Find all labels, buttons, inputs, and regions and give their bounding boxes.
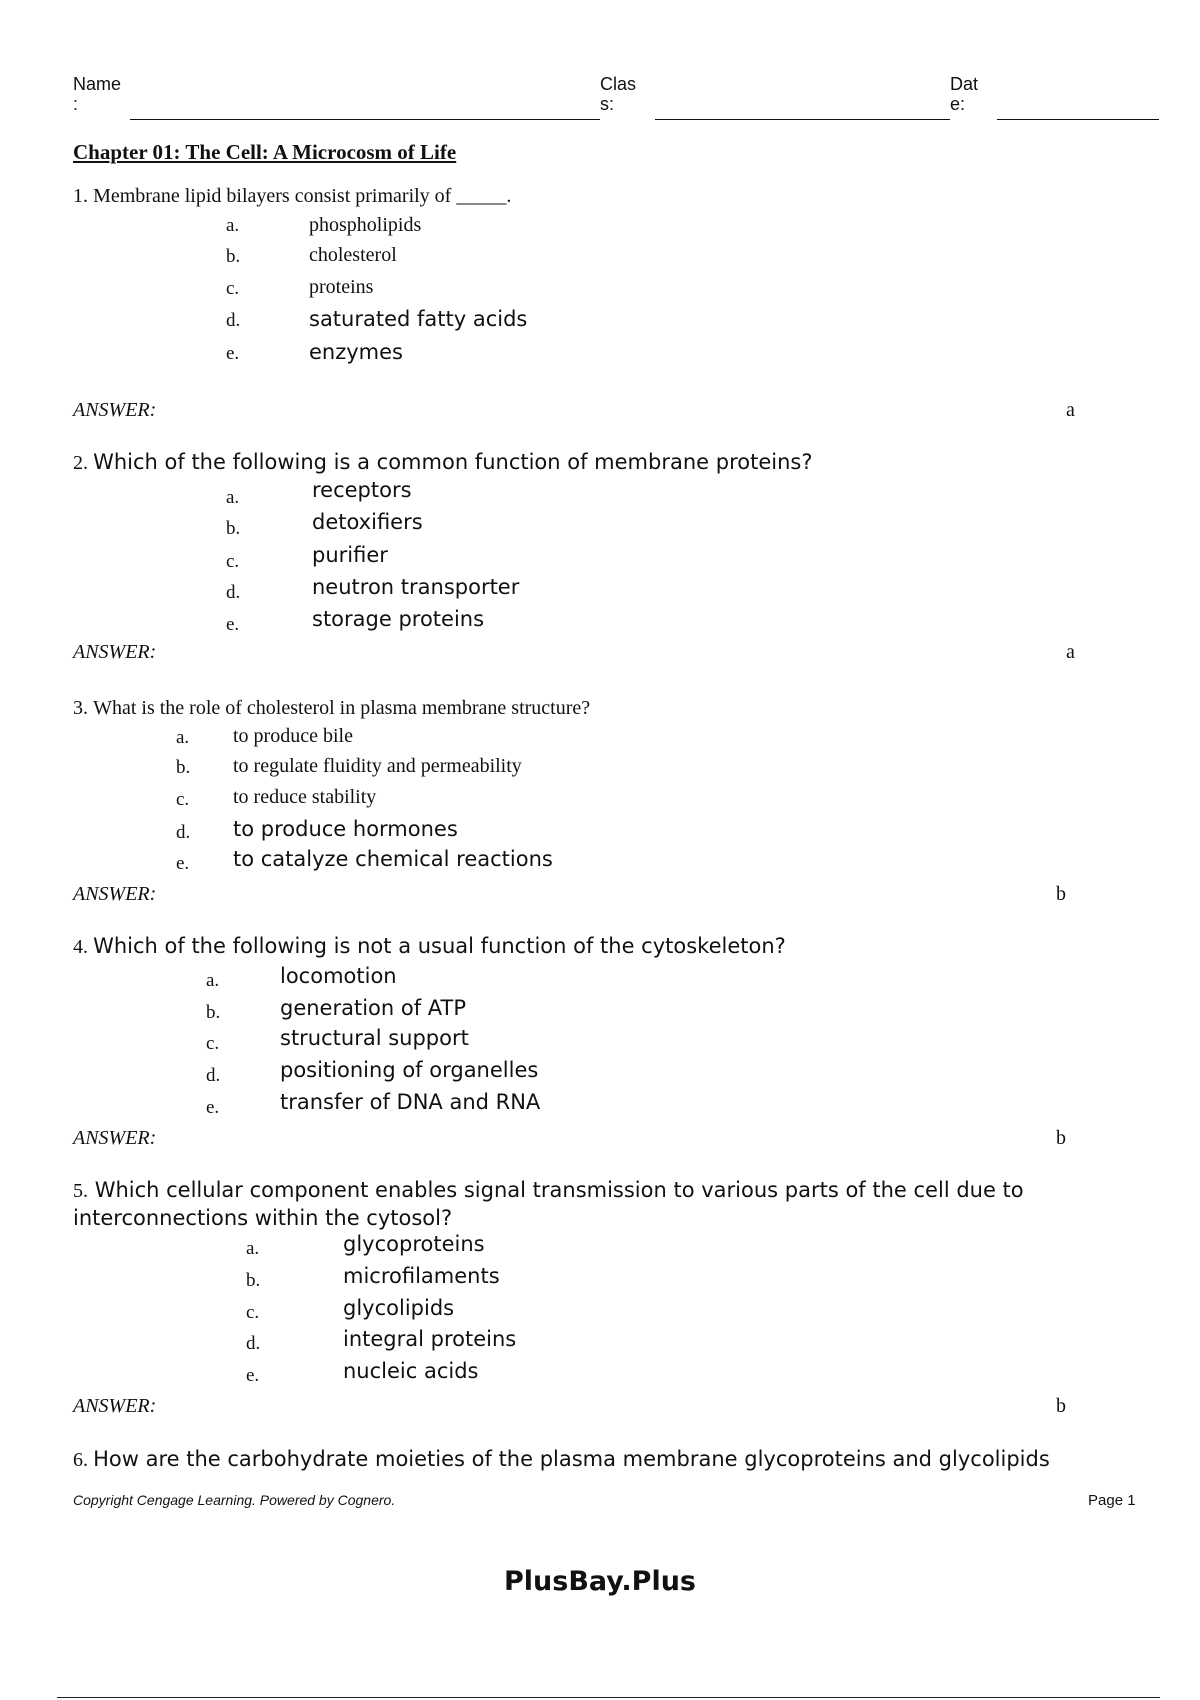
option-letter: b. xyxy=(246,1270,261,1291)
option-text[interactable]: storage proteins xyxy=(312,607,485,631)
name-field-line[interactable] xyxy=(130,119,600,120)
option-letter: a. xyxy=(226,487,240,508)
option-letter: d. xyxy=(206,1065,221,1086)
option-text[interactable]: locomotion xyxy=(280,964,397,988)
option-text[interactable]: purifier xyxy=(312,543,388,567)
option-letter: b. xyxy=(206,1002,221,1023)
option-letter: d. xyxy=(176,822,191,843)
answer-value: b xyxy=(1056,1127,1066,1149)
option-letter: e. xyxy=(246,1365,260,1386)
option-text[interactable]: to produce bile xyxy=(233,725,353,747)
copyright-text: Copyright Cengage Learning. Powered by Cognero. xyxy=(73,1492,396,1508)
option-letter: c. xyxy=(176,789,190,810)
option-letter: b. xyxy=(226,518,241,539)
question-text: Which cellular component enables signal transmission to various parts of the cell due to interconnections within the cytosol? xyxy=(73,1178,1024,1230)
question-number: 2. xyxy=(73,452,88,474)
option-text[interactable]: transfer of DNA and RNA xyxy=(280,1090,541,1114)
question-number: 4. xyxy=(73,936,88,958)
class-field-line[interactable] xyxy=(655,119,950,120)
brand-logo-text: PlusBay.Plus xyxy=(503,1566,697,1597)
chapter-title: Chapter 01: The Cell: A Microcosm of Life xyxy=(73,140,457,164)
name-label: Name : xyxy=(73,74,122,114)
option-letter: a. xyxy=(226,215,240,236)
option-text[interactable]: glycolipids xyxy=(343,1296,455,1320)
question-text: How are the carbohydrate moieties of the plasma membrane glycoproteins and glycolipids xyxy=(93,1447,1050,1471)
option-text[interactable]: phospholipids xyxy=(309,214,422,236)
question-6 xyxy=(73,1447,1050,1472)
option-text[interactable]: cholesterol xyxy=(309,244,397,266)
question-4 xyxy=(73,934,786,959)
option-letter: d. xyxy=(246,1333,261,1354)
page-number: Page 1 xyxy=(1088,1492,1136,1509)
answer-label: ANSWER: xyxy=(73,1395,157,1417)
option-text[interactable]: receptors xyxy=(312,478,412,502)
question-text: Which of the following is not a usual function of the cytoskeleton? xyxy=(93,934,786,958)
option-text[interactable]: nucleic acids xyxy=(343,1359,479,1383)
option-letter: c. xyxy=(226,278,240,299)
option-letter: a. xyxy=(246,1238,260,1259)
option-text[interactable]: positioning of organelles xyxy=(280,1058,539,1082)
question-number: 1. xyxy=(73,185,88,207)
option-letter: a. xyxy=(176,727,190,748)
option-text[interactable]: neutron transporter xyxy=(312,575,520,599)
answer-value: a xyxy=(1066,399,1075,421)
question-text: What is the role of cholesterol in plasma membrane structure? xyxy=(93,697,591,719)
option-text[interactable]: to catalyze chemical reactions xyxy=(233,847,553,871)
option-text[interactable]: generation of ATP xyxy=(280,996,467,1020)
answer-label: ANSWER: xyxy=(73,641,157,663)
option-letter: d. xyxy=(226,310,241,331)
answer-label: ANSWER: xyxy=(73,883,157,905)
option-text[interactable]: to produce hormones xyxy=(233,817,458,841)
date-field-line[interactable] xyxy=(997,119,1159,120)
option-text[interactable]: proteins xyxy=(309,276,374,298)
question-2 xyxy=(73,450,813,475)
question-5 xyxy=(73,1177,1093,1232)
option-text[interactable]: to regulate fluidity and permeability xyxy=(233,755,522,777)
class-label: Clas s: xyxy=(600,74,637,114)
option-letter: c. xyxy=(206,1033,220,1054)
question-1 xyxy=(73,185,511,208)
option-letter: e. xyxy=(176,853,190,874)
option-letter: e. xyxy=(226,614,240,635)
option-letter: c. xyxy=(226,551,240,572)
answer-label: ANSWER: xyxy=(73,399,157,421)
question-number: 3. xyxy=(73,697,88,719)
question-number: 5. xyxy=(73,1180,88,1202)
option-letter: b. xyxy=(176,757,191,778)
option-letter: a. xyxy=(206,970,220,991)
question-text: Membrane lipid bilayers consist primarily of _____. xyxy=(93,185,512,207)
option-text[interactable]: to reduce stability xyxy=(233,786,377,808)
option-text[interactable]: detoxifiers xyxy=(312,510,423,534)
option-letter: e. xyxy=(226,343,240,364)
option-letter: d. xyxy=(226,582,241,603)
option-letter: b. xyxy=(226,246,241,267)
question-text: Which of the following is a common function of membrane proteins? xyxy=(93,450,813,474)
option-letter: e. xyxy=(206,1097,220,1118)
option-text[interactable]: integral proteins xyxy=(343,1327,517,1351)
answer-label: ANSWER: xyxy=(73,1127,157,1149)
option-letter: c. xyxy=(246,1302,260,1323)
question-number: 6. xyxy=(73,1449,88,1471)
option-text[interactable]: structural support xyxy=(280,1026,469,1050)
option-text[interactable]: glycoproteins xyxy=(343,1232,485,1256)
answer-value: a xyxy=(1066,641,1075,663)
option-text[interactable]: saturated fatty acids xyxy=(309,307,528,331)
answer-value: b xyxy=(1056,1395,1066,1417)
date-label: Dat e: xyxy=(950,74,979,114)
option-text[interactable]: enzymes xyxy=(309,340,403,364)
option-text[interactable]: microfilaments xyxy=(343,1264,500,1288)
bottom-divider xyxy=(57,1697,1160,1698)
question-3 xyxy=(73,697,590,720)
answer-value: b xyxy=(1056,883,1066,905)
